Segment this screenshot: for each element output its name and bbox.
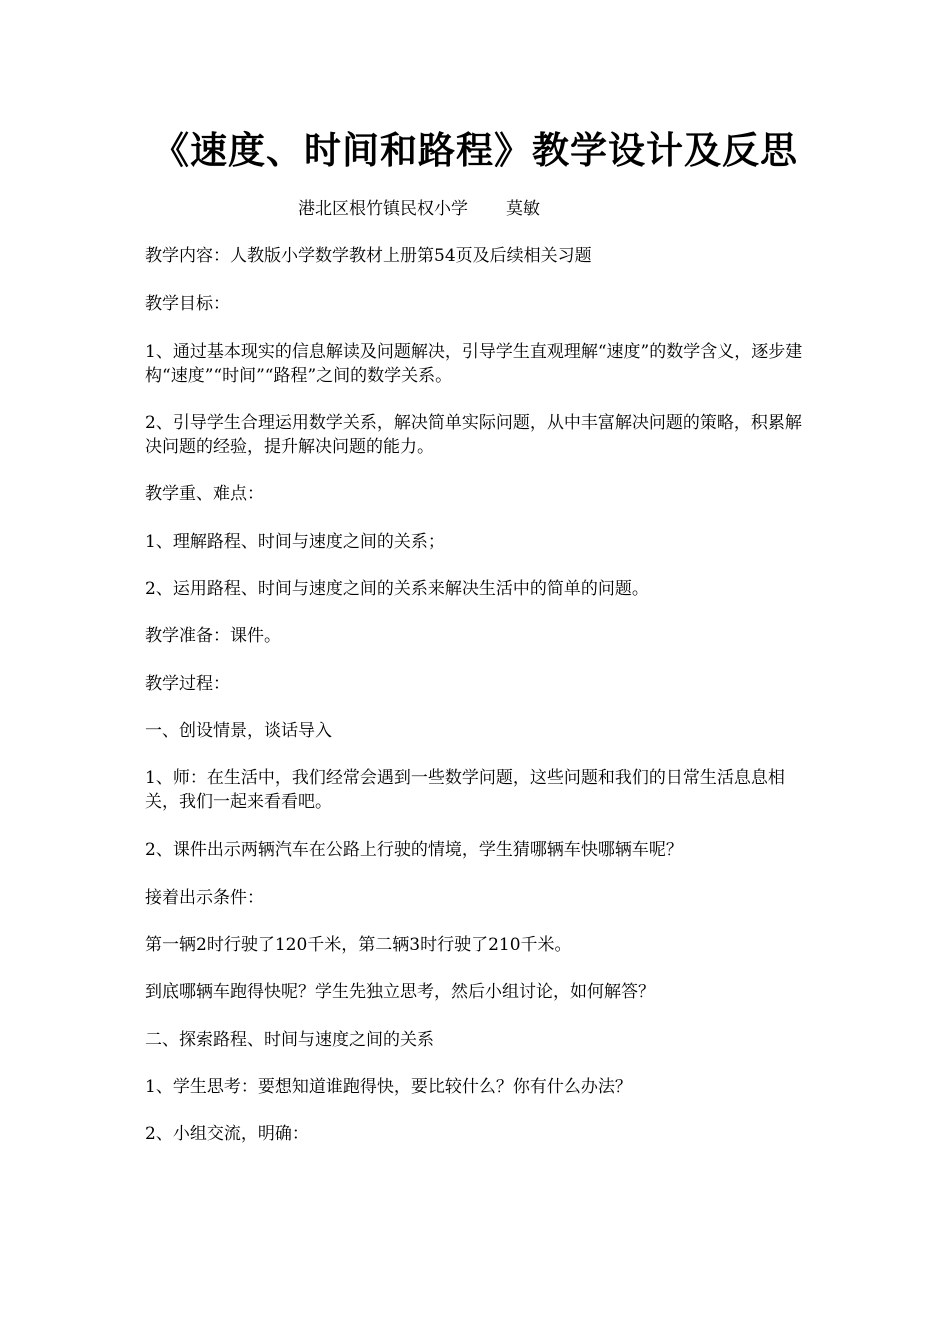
paragraph-process-heading: 教学过程：: [145, 674, 230, 694]
paragraph-section-2-heading: 二、探索路程、时间与速度之间的关系: [145, 1030, 434, 1050]
document-title: 《速度、时间和路程》教学设计及反思: [152, 128, 798, 172]
paragraph-key-points-heading: 教学重、难点：: [145, 484, 264, 504]
paragraph-preparation: 教学准备：课件。: [145, 626, 281, 646]
paragraph-section-2-item-2: 2、小组交流，明确：: [145, 1124, 309, 1144]
paragraph-section-1-item-1: 1、师：在生活中，我们经常会遇到一些数学问题，这些问题和我们的日常生活息息相关，我们一起来看看吧。: [145, 768, 785, 812]
paragraph-section-1-item-2: 2、课件出示两辆汽车在公路上行驶的情境，学生猜哪辆车快哪辆车呢？: [145, 840, 683, 860]
paragraph-section-1-heading: 一、创设情景，谈话导入: [145, 721, 332, 741]
paragraph-key-point-2: 2、运用路程、时间与速度之间的关系来解决生活中的简单的问题。: [145, 579, 649, 599]
author-school: 港北区根竹镇民权小学: [298, 199, 468, 219]
paragraph-section-2-item-1: 1、学生思考：要想知道谁跑得快，要比较什么？你有什么办法？: [145, 1077, 632, 1097]
author-line: [298, 196, 540, 222]
paragraph-conditions-intro: 接着出示条件：: [145, 888, 264, 908]
paragraph-teaching-content: 教学内容：人教版小学数学教材上册第54页及后续相关习题: [145, 246, 592, 266]
paragraph-objective-1: 1、通过基本现实的信息解读及问题解决，引导学生直观理解“速度”的数学含义，逐步建构“速度”“时间”“路程”之间的数学关系。: [145, 342, 803, 386]
paragraph-key-point-1: 1、理解路程、时间与速度之间的关系；: [145, 532, 445, 552]
paragraph-objectives-heading: 教学目标：: [145, 294, 230, 314]
paragraph-question: 到底哪辆车跑得快呢？学生先独立思考，然后小组讨论，如何解答？: [145, 982, 655, 1002]
author-name: 莫敏: [506, 199, 540, 219]
paragraph-conditions: 第一辆2时行驶了120千米，第二辆3时行驶了210千米。: [145, 935, 572, 955]
paragraph-objective-2: 2、引导学生合理运用数学关系，解决简单实际问题，从中丰富解决问题的策略，积累解决问题的经验，提升解决问题的能力。: [145, 413, 802, 457]
